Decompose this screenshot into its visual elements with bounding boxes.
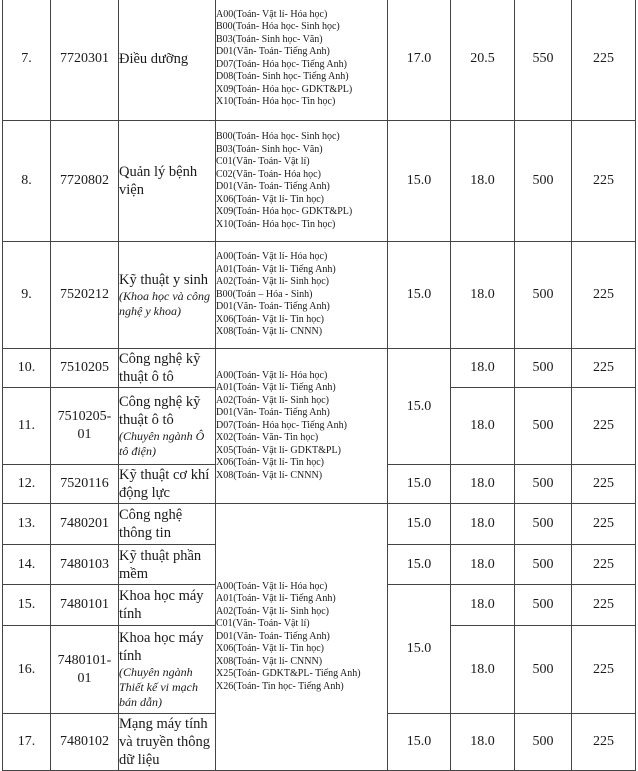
- combo-item: X06(Toán- Vật lí- Tin học): [216, 193, 324, 205]
- ielts: 500: [515, 465, 572, 504]
- score: 18.0: [451, 626, 515, 714]
- major-name-text: Công nghệ kỹ thuật ô tô: [119, 394, 201, 428]
- combo-item: A01(Toán- Vật lí- Tiếng Anh): [216, 263, 336, 275]
- combo-item: C01(Văn- Toán- Vật lí): [216, 618, 310, 630]
- row-number: 14.: [3, 545, 51, 585]
- ielts: 500: [515, 242, 572, 349]
- combo-item: C02(Văn- Toán- Hóa học): [216, 168, 321, 180]
- combo-item: D01(Văn- Toán- Tiếng Anh): [216, 630, 330, 642]
- major-code-text: 7480101-01: [57, 652, 112, 686]
- row-number: 13.: [3, 504, 51, 545]
- combo-item: C01(Văn- Toán- Vật lí): [216, 156, 310, 167]
- min-score: 15.0: [388, 465, 451, 504]
- major-code: 7480201: [51, 504, 119, 545]
- subject-combinations: [216, 242, 388, 349]
- combo-item: A01(Toán- Vật lí- Tiếng Anh): [216, 382, 336, 394]
- combo-item: D01(Văn- Toán- Tiếng Anh): [216, 407, 330, 419]
- major-name-text: Khoa học máy tính: [119, 588, 204, 622]
- ielts: 500: [515, 626, 572, 714]
- score: 18.0: [451, 388, 515, 465]
- combo-item: X26(Toán- Tin học- Tiếng Anh): [216, 680, 344, 692]
- quota: 225: [572, 626, 636, 714]
- ielts: 500: [515, 504, 572, 545]
- combo-item: A02(Toán- Vật lí- Sinh học): [216, 276, 329, 288]
- major-name: [119, 349, 216, 388]
- table-row: [3, 349, 636, 388]
- major-code: 7480101: [51, 585, 119, 626]
- combo-item: A00(Toán- Vật lí- Hóa học): [216, 8, 328, 20]
- major-code: 7720802: [51, 121, 119, 242]
- combo-item: B00(Toán- Hóa học- Sinh học): [216, 21, 340, 32]
- combo-item: A00(Toán- Vật lí- Hóa học): [216, 580, 328, 592]
- combo-item: B03(Toán- Sinh học- Văn): [216, 33, 323, 45]
- min-score: 15.0: [388, 714, 451, 771]
- major-code-text: 7510205-01: [57, 409, 112, 442]
- combo-item: B00(Toán – Hóa - Sinh): [216, 288, 313, 300]
- major-name-text: Quản lý bệnh viện: [119, 164, 198, 198]
- combo-item: A02(Toán- Vật lí- Sinh học): [216, 605, 329, 617]
- combo-item: X08(Toán- Vật lí- CNNN): [216, 655, 323, 667]
- combo-item: D07(Toán- Hóa học- Tiếng Anh): [216, 58, 347, 70]
- combo-item: B00(Toán- Hóa học- Sinh học): [216, 131, 340, 142]
- score: 18.0: [451, 504, 515, 545]
- major-name: [119, 545, 216, 585]
- ielts: 550: [515, 0, 572, 121]
- major-name: [119, 626, 216, 714]
- major-name-text: Kỹ thuật y sinh: [119, 272, 209, 288]
- subject-combinations: [216, 349, 388, 504]
- major-code: 7720301: [51, 0, 119, 121]
- combo-item: X25(Toán- GDKT&PL- Tiếng Anh): [216, 668, 361, 680]
- combo-item: A00(Toán- Vật lí- Hóa học): [216, 369, 328, 381]
- major-note: (Chuyên ngành Ô tô điện): [119, 429, 205, 458]
- min-score: 15.0: [388, 242, 451, 349]
- major-code: 7510205: [51, 349, 119, 388]
- row-number: 10.: [3, 349, 51, 388]
- score: 18.0: [451, 714, 515, 771]
- quota: 225: [572, 585, 636, 626]
- row-number: 9.: [3, 242, 51, 349]
- major-name-text: Công nghệ kỹ thuật ô tô: [119, 351, 201, 385]
- score: 20.5: [451, 0, 515, 121]
- table-row: [3, 242, 636, 349]
- score: 18.0: [451, 465, 515, 504]
- combo-item: D01(Văn- Toán- Tiếng Anh): [216, 46, 330, 57]
- row-number: 17.: [3, 714, 51, 771]
- major-code: 7520116: [51, 465, 119, 504]
- combo-item: D01(Văn- Toán- Tiếng Anh): [216, 301, 330, 313]
- row-number: 11.: [3, 388, 51, 465]
- major-note: (Khoa học và công nghệ y khoa): [119, 289, 210, 318]
- quota: 225: [572, 242, 636, 349]
- table-row: [3, 504, 636, 545]
- quota: 225: [572, 388, 636, 465]
- ielts: 500: [515, 121, 572, 242]
- row-number: 16.: [3, 626, 51, 714]
- ielts: 500: [515, 388, 572, 465]
- score: 18.0: [451, 242, 515, 349]
- major-name: [119, 714, 216, 771]
- combo-item: D07(Toán- Hóa học- Tiếng Anh): [216, 419, 347, 431]
- major-name: [119, 388, 216, 465]
- quota: 225: [572, 714, 636, 771]
- major-name: [119, 465, 216, 504]
- combo-item: X10(Toán- Hóa học- Tin học): [216, 218, 336, 230]
- major-note: (Chuyên ngành Thiết kế vi mạch bán dẫn): [119, 665, 198, 709]
- combo-item: X06(Toán- Vật lí- Tin học): [216, 313, 324, 325]
- major-name: [119, 0, 216, 121]
- major-name-text: Kỹ thuật phần mềm: [119, 547, 202, 582]
- combo-item: A00(Toán- Vật lí- Hóa học): [216, 251, 328, 263]
- major-code: [51, 388, 119, 465]
- combo-item: X09(Toán- Hóa học- GDKT&PL): [216, 83, 353, 95]
- admission-table: [2, 0, 636, 771]
- ielts: 500: [515, 585, 572, 626]
- combo-item: X02(Toán- Văn- Tin học): [216, 432, 319, 444]
- quota: 225: [572, 545, 636, 585]
- min-score: 15.0: [388, 545, 451, 585]
- table-row: [3, 121, 636, 242]
- combo-item: D01(Văn- Toán- Tiếng Anh): [216, 181, 330, 192]
- score: 18.0: [451, 121, 515, 242]
- ielts: 500: [515, 714, 572, 771]
- min-score: 17.0: [388, 0, 451, 121]
- combo-item: X08(Toán- Vật lí- CNNN): [216, 326, 323, 338]
- major-name: [119, 504, 216, 545]
- score: 18.0: [451, 585, 515, 626]
- min-score: 15.0: [388, 121, 451, 242]
- major-name: [119, 585, 216, 626]
- major-name-text: Công nghệ thông tin: [119, 507, 183, 541]
- combo-item: X05(Toán- Vật lí- GDKT&PL): [216, 444, 341, 456]
- major-name: [119, 121, 216, 242]
- combo-item: B03(Toán- Sinh học- Văn): [216, 143, 323, 155]
- min-score: 15.0: [388, 349, 451, 465]
- table-row: [3, 0, 636, 121]
- combo-item: D08(Toán- Sinh học- Tiếng Anh): [216, 71, 349, 82]
- major-name-text: Mạng máy tính và truyền thông dữ liệu: [119, 716, 211, 768]
- row-number: 8.: [3, 121, 51, 242]
- combo-item: A01(Toán- Vật lí- Tiếng Anh): [216, 593, 336, 605]
- combo-item: X06(Toán- Vật lí- Tin học): [216, 457, 324, 469]
- row-number: 7.: [3, 0, 51, 121]
- quota: 225: [572, 121, 636, 242]
- quota: 225: [572, 349, 636, 388]
- major-code: 7520212: [51, 242, 119, 349]
- min-score: 15.0: [388, 504, 451, 545]
- combo-item: X06(Toán- Vật lí- Tin học): [216, 643, 324, 655]
- major-name: [119, 242, 216, 349]
- subject-combinations: [216, 121, 388, 242]
- major-code: 7480103: [51, 545, 119, 585]
- row-number: 15.: [3, 585, 51, 626]
- combo-item: X08(Toán- Vật lí- CNNN): [216, 469, 323, 481]
- row-number: 12.: [3, 465, 51, 504]
- ielts: 500: [515, 349, 572, 388]
- score: 18.0: [451, 349, 515, 388]
- major-name-text: Khoa học máy tính: [119, 630, 204, 664]
- quota: 225: [572, 465, 636, 504]
- ielts: 500: [515, 545, 572, 585]
- subject-combinations: [216, 0, 388, 121]
- score: 18.0: [451, 545, 515, 585]
- major-code: 7480102: [51, 714, 119, 771]
- major-name-text: Kỹ thuật cơ khí động lực: [119, 467, 210, 501]
- major-code: [51, 626, 119, 714]
- quota: 225: [572, 0, 636, 121]
- subject-combinations: [216, 504, 388, 771]
- min-score: 15.0: [388, 585, 451, 714]
- combo-item: X10(Toán- Hóa học- Tin học): [216, 96, 336, 107]
- combo-item: A02(Toán- Vật lí- Sinh học): [216, 394, 329, 406]
- combo-item: X09(Toán- Hóa học- GDKT&PL): [216, 206, 353, 217]
- quota: 225: [572, 504, 636, 545]
- major-name-text: Điều dưỡng: [119, 50, 189, 67]
